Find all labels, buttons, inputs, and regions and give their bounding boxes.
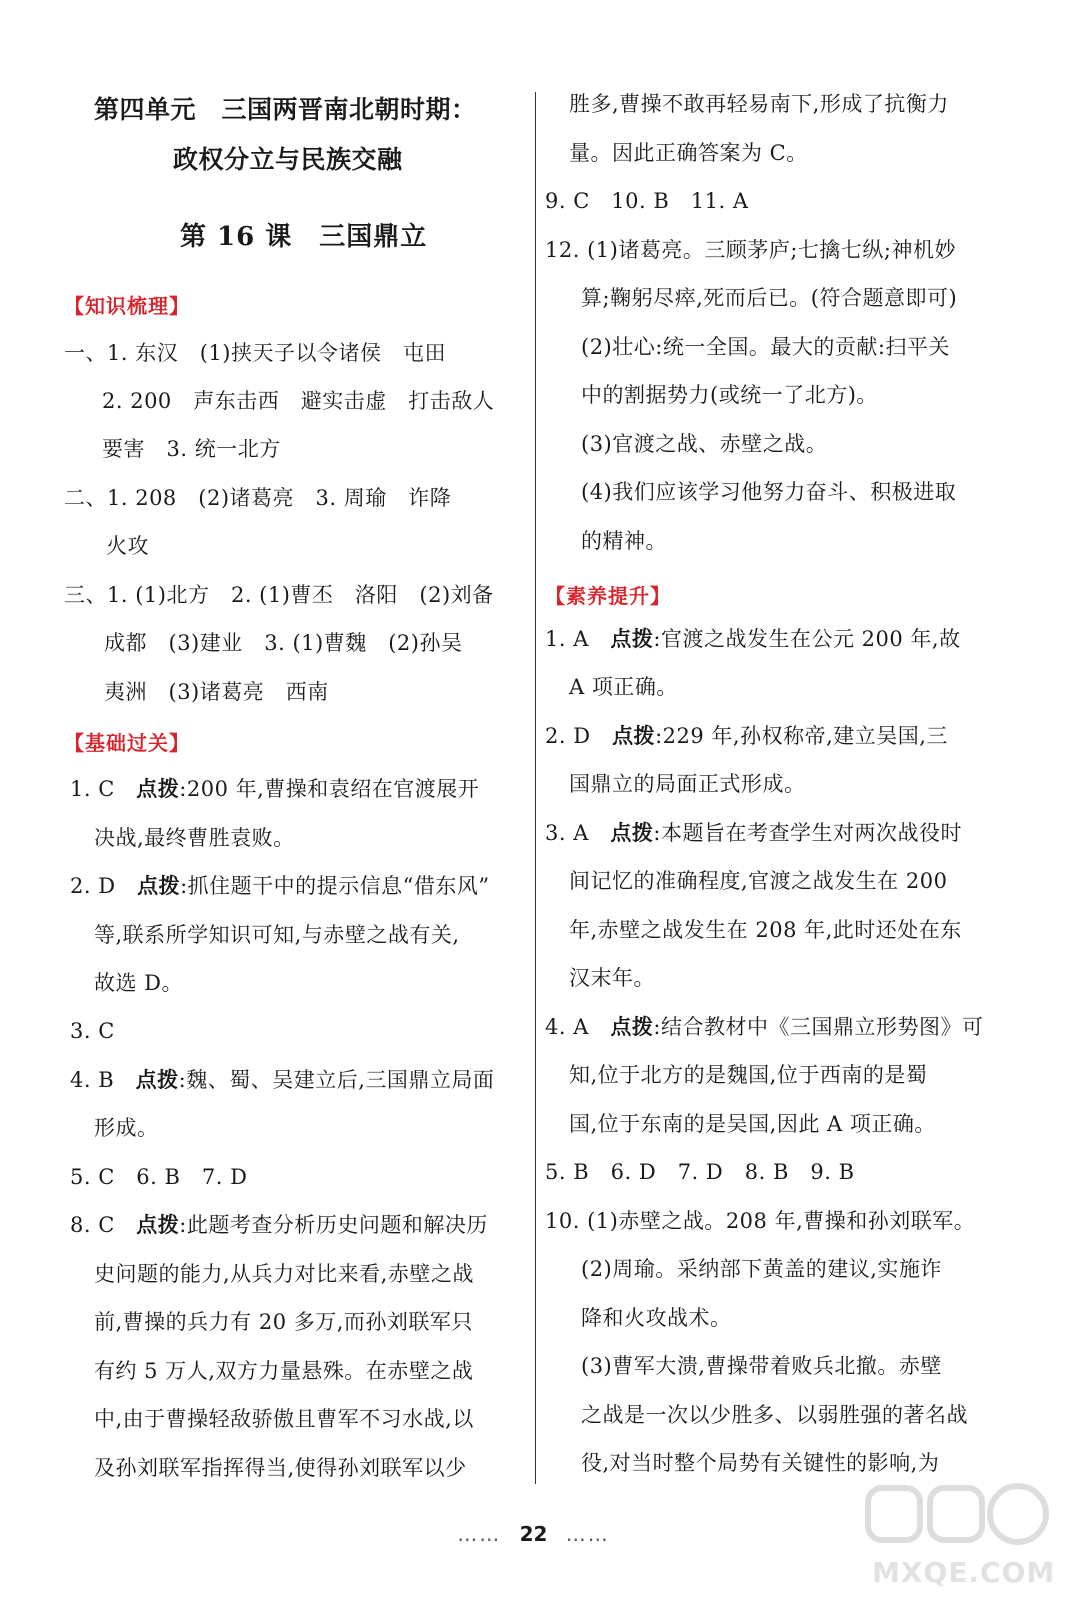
answer-text: :本题旨在考查学生对两次战役时 <box>653 821 962 845</box>
answer-line: 成都 (3)建业 3. (1)曹魏 (2)孙吴 <box>104 631 463 655</box>
answer-line: 降和火攻战术。 <box>581 1306 732 1330</box>
answer-line: (4)我们应该学习他努力奋斗、积极进取 <box>581 480 957 504</box>
answer-line <box>545 721 948 751</box>
answer-line: 5. B 6. D 7. D 8. B 9. B <box>545 1160 855 1184</box>
answer-text: :200 年,曹操和袁绍在官渡展开 <box>179 777 480 801</box>
section-heading: 【基础过关】 <box>64 731 190 755</box>
section-heading: 【素养提升】 <box>545 584 671 608</box>
page-number: 22 <box>519 1522 548 1546</box>
answer-line: 2. 200 声东击西 避实击虚 打击敌人 <box>102 389 495 413</box>
answer-line: 知,位于北方的是魏国,位于西南的是蜀 <box>569 1063 928 1087</box>
answer-label: 2. D <box>70 874 138 898</box>
answer-line <box>70 1065 494 1095</box>
answer-line <box>545 1012 983 1042</box>
answer-label: 4. A <box>545 1015 611 1039</box>
hint-keyword: 点拨 <box>136 777 180 801</box>
answer-text: :官渡之战发生在公元 200 年,故 <box>653 627 961 651</box>
answer-label: 1. A <box>545 627 611 651</box>
answer-label: 4. B <box>70 1068 136 1092</box>
answer-line: (2)壮心:统一全国。最大的贡献:扫平关 <box>581 335 950 359</box>
answer-line: 间记忆的准确程度,官渡之战发生在 200 <box>569 869 948 893</box>
hint-keyword: 点拨 <box>137 874 181 898</box>
answer-line <box>70 871 490 901</box>
answer-line: 12. (1)诸葛亮。三顾茅庐;七擒七纵;神机妙 <box>545 238 956 262</box>
answer-line: 3. C <box>70 1019 115 1043</box>
answer-line: 二、1. 208 (2)诸葛亮 3. 周瑜 诈降 <box>64 486 452 510</box>
hint-keyword: 点拨 <box>612 724 656 748</box>
answer-line: 9. C 10. B 11. A <box>545 189 749 213</box>
hint-keyword: 点拨 <box>610 1015 654 1039</box>
answer-line: 中的割据势力(或统一了北方)。 <box>581 383 878 407</box>
lesson-title: 第 16 课 三国鼎立 <box>180 222 428 252</box>
answer-line: 10. (1)赤壁之战。208 年,曹操和孙刘联军。 <box>545 1209 976 1233</box>
hint-keyword: 点拨 <box>610 627 654 651</box>
watermark-text: MXQE.COM <box>872 1556 1056 1589</box>
answer-line: (3)曹军大溃,曹操带着败兵北撤。赤壁 <box>581 1354 942 1378</box>
section-heading: 【知识梳理】 <box>64 294 190 318</box>
answer-line: (3)官渡之战、赤壁之战。 <box>581 432 828 456</box>
hint-keyword: 点拨 <box>135 1068 179 1092</box>
hint-keyword: 点拨 <box>610 821 654 845</box>
answer-line: 年,赤壁之战发生在 208 年,此时还处在东 <box>569 918 962 942</box>
answer-line <box>70 1210 488 1240</box>
answer-line: 的精神。 <box>581 529 667 553</box>
answer-line: 中,由于曹操轻敌骄傲且曹军不习水战,以 <box>94 1407 474 1431</box>
answer-line: 算;鞠躬尽瘁,死而后已。(符合题意即可) <box>581 286 958 310</box>
answer-text: :229 年,孙权称帝,建立吴国,三 <box>655 724 948 748</box>
unit-title-line-2: 政权分立与民族交融 <box>173 145 403 174</box>
watermark-logo <box>858 1478 1058 1598</box>
answer-label: 8. C <box>70 1213 137 1237</box>
answer-line: 汉末年。 <box>569 966 655 990</box>
answer-line: A 项正确。 <box>569 675 678 699</box>
answer-line: 及孙刘联军指挥得当,使得孙刘联军以少 <box>94 1456 467 1480</box>
answer-line: 要害 3. 统一北方 <box>102 437 281 461</box>
answer-line: 火攻 <box>106 534 149 558</box>
answer-line: 国,位于东南的是吴国,因此 A 项正确。 <box>569 1112 936 1136</box>
answer-label: 3. A <box>545 821 611 845</box>
answer-line: 故选 D。 <box>94 971 184 995</box>
answer-text: :魏、蜀、吴建立后,三国鼎立局面 <box>178 1068 495 1092</box>
watermark-emblem-icon <box>858 1478 1058 1558</box>
answer-line: 形成。 <box>94 1116 159 1140</box>
answer-line: 量。因此正确答案为 C。 <box>569 141 808 165</box>
answer-label: 1. C <box>70 777 137 801</box>
answer-line <box>545 624 961 654</box>
answer-line: 一、1. 东汉 (1)挟天子以令诸侯 屯田 <box>64 341 446 365</box>
column-divider <box>535 92 536 1484</box>
answer-line: 夷洲 (3)诸葛亮 西南 <box>104 680 329 704</box>
answer-line: 有约 5 万人,双方力量悬殊。在赤壁之战 <box>94 1359 474 1383</box>
unit-title-line-1: 第四单元 三国两晋南北朝时期： <box>94 95 477 124</box>
answer-line: 前,曹操的兵力有 20 多万,而孙刘联军只 <box>94 1310 473 1334</box>
hint-keyword: 点拨 <box>136 1213 180 1237</box>
answer-line: 三、1. (1)北方 2. (1)曹丕 洛阳 (2)刘备 <box>64 583 494 607</box>
answer-text: :结合教材中《三国鼎立形势图》可 <box>653 1015 984 1039</box>
answer-label: 2. D <box>545 724 613 748</box>
answer-line: 之战是一次以少胜多、以弱胜强的著名战 <box>581 1403 968 1427</box>
answer-text: :抓住题干中的提示信息“借东风” <box>180 874 490 898</box>
answer-line: 胜多,曹操不敢再轻易南下,形成了抗衡力 <box>569 92 949 116</box>
footer-dots-left: …… <box>457 1522 502 1546</box>
answer-line: 史问题的能力,从兵力对比来看,赤壁之战 <box>94 1262 474 1286</box>
answer-line: 等,联系所学知识可知,与赤壁之战有关, <box>94 923 460 947</box>
answer-line <box>70 774 479 804</box>
answer-line: 役,对当时整个局势有关键性的影响,为 <box>581 1451 940 1475</box>
answer-line: 5. C 6. B 7. D <box>70 1165 248 1189</box>
answer-line: 决战,最终曹胜袁败。 <box>94 826 295 850</box>
answer-line <box>545 818 962 848</box>
answer-text: :此题考查分析历史问题和解决历 <box>179 1213 488 1237</box>
answer-line: (2)周瑜。采纳部下黄盖的建议,实施诈 <box>581 1257 942 1281</box>
footer-dots-right: …… <box>565 1522 610 1546</box>
answer-line: 国鼎立的局面正式形成。 <box>569 772 806 796</box>
